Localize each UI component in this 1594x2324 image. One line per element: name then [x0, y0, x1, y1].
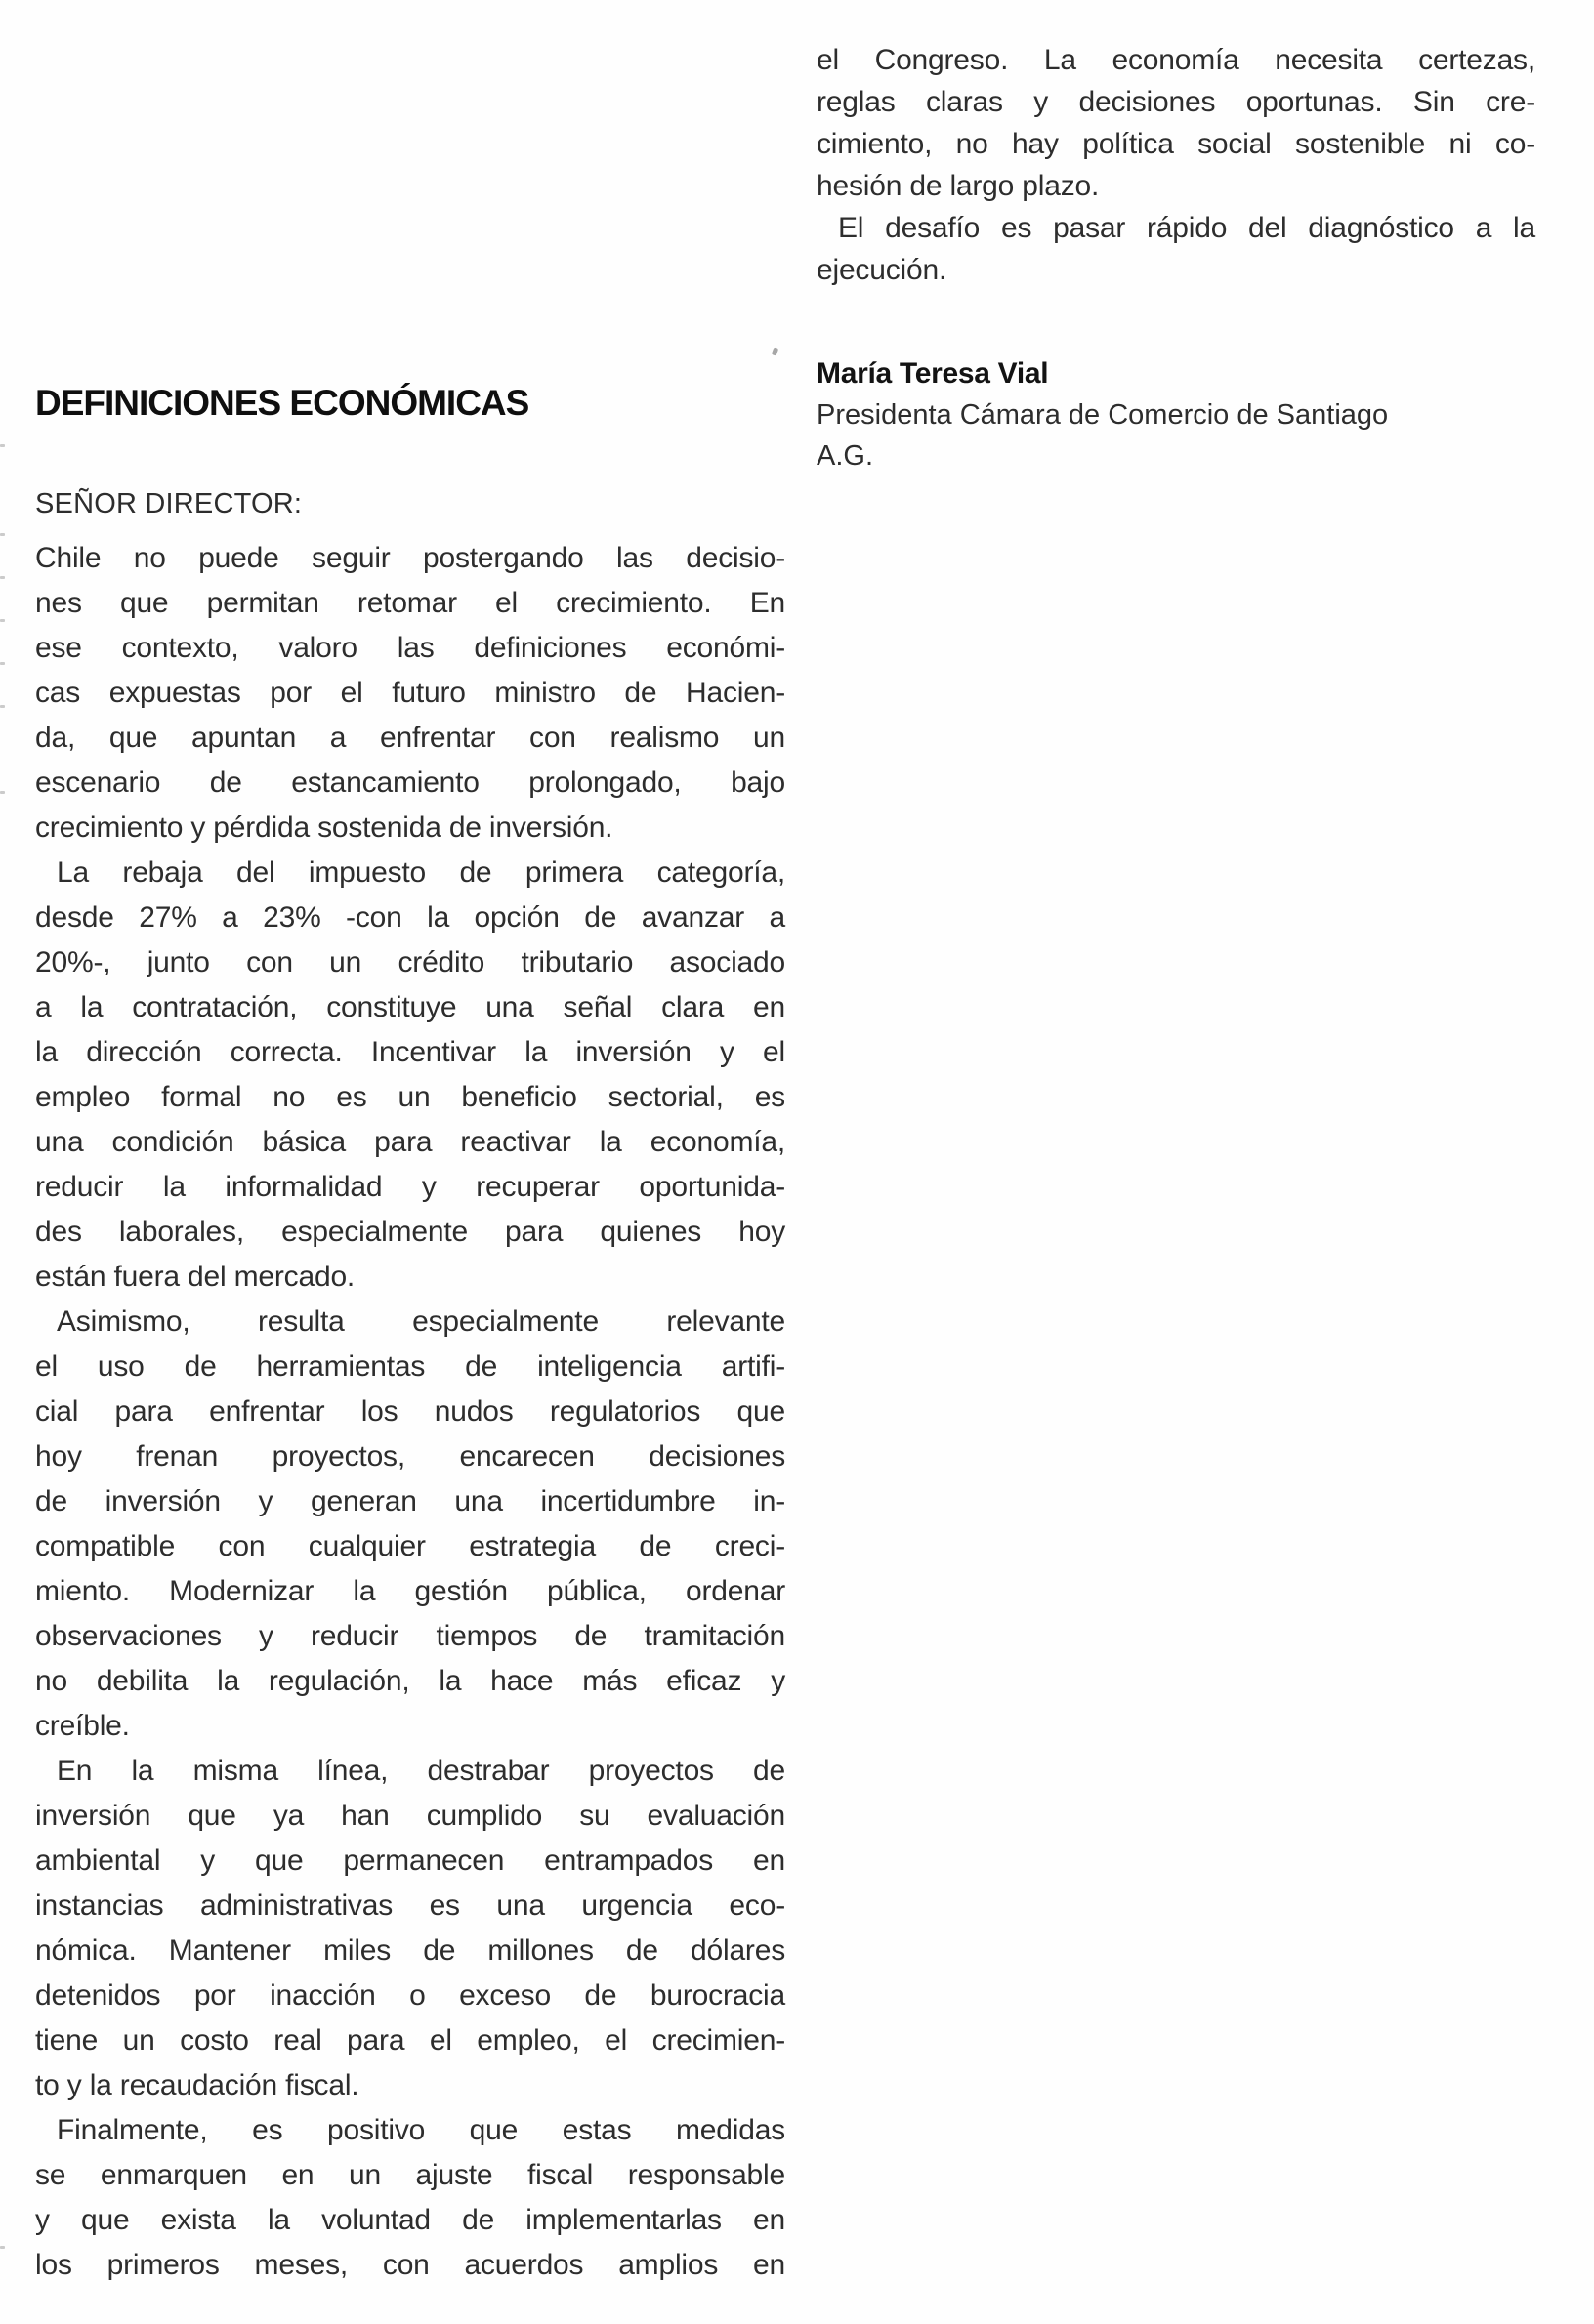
- body-line: cimiento, no hay política social sostenible ni co-: [817, 128, 1535, 160]
- letter-headline: DEFINICIONES ECONÓMICAS: [35, 383, 529, 423]
- body-line: inversión que ya han cumplido su evaluación: [35, 1800, 785, 1832]
- body-line: El desafío es pasar rápido del diagnóstico a la: [838, 212, 1535, 244]
- edge-scan-mark: [0, 576, 5, 579]
- body-line: observaciones y reducir tiempos de tramitación: [35, 1620, 785, 1652]
- body-line: hoy frenan proyectos, encarecen decisiones: [35, 1440, 785, 1473]
- body-line: no debilita la regulación, la hace más eficaz y: [35, 1665, 785, 1697]
- body-line: Finalmente, es positivo que estas medidas: [57, 2114, 785, 2146]
- body-line: nómica. Mantener miles de millones de dólares: [35, 1934, 785, 1967]
- body-line: están fuera del mercado.: [35, 1261, 356, 1293]
- body-line: Chile no puede seguir postergando las decisio-: [35, 542, 785, 574]
- body-line: a la contratación, constituye una señal clara en: [35, 991, 785, 1023]
- body-line: 20%-, junto con un crédito tributario asociado: [35, 946, 785, 978]
- body-line: hesión de largo plazo.: [817, 170, 1100, 202]
- body-line: el uso de herramientas de inteligencia artifi-: [35, 1350, 785, 1383]
- edge-scan-mark: [0, 619, 5, 622]
- body-line: ambiental y que permanecen entrampados en: [35, 1845, 785, 1877]
- body-line: La rebaja del impuesto de primera categoría,: [57, 856, 785, 889]
- body-line: nes que permitan retomar el crecimiento. En: [35, 587, 785, 619]
- letter-body-left: [35, 536, 785, 2288]
- signature-name: María Teresa Vial: [817, 357, 1049, 390]
- body-line: desde 27% a 23% -con la opción de avanzar a: [35, 901, 785, 934]
- signature-block: [817, 353, 1535, 477]
- body-line: los primeros meses, con acuerdos amplios en: [35, 2249, 785, 2281]
- body-line: reducir la informalidad y recuperar oportunida-: [35, 1171, 785, 1203]
- body-line: Asimismo, resulta especialmente relevante: [57, 1306, 785, 1338]
- body-line: una condición básica para reactivar la economía,: [35, 1126, 785, 1158]
- body-line: cial para enfrentar los nudos regulatorios que: [35, 1395, 785, 1428]
- edge-scan-mark: [0, 533, 5, 536]
- body-line: tiene un costo real para el empleo, el crecimien-: [35, 2024, 785, 2056]
- body-line: de inversión y generan una incertidumbre in-: [35, 1485, 785, 1517]
- signature-title-line1: Presidenta Cámara de Comercio de Santiago: [817, 399, 1389, 431]
- body-line: se enmarquen en un ajuste fiscal responsable: [35, 2159, 785, 2191]
- body-line: crecimiento y pérdida sostenida de inversión.: [35, 811, 613, 844]
- edge-scan-mark: [0, 444, 5, 447]
- body-line: ejecución.: [817, 254, 947, 286]
- body-line: escenario de estancamiento prolongado, bajo: [35, 767, 785, 799]
- right-column: [817, 39, 1535, 477]
- edge-scan-mark: [0, 2246, 5, 2249]
- letter-body-right: [817, 39, 1535, 291]
- body-line: instancias administrativas es una urgencia eco-: [35, 1889, 785, 1922]
- body-line: creíble.: [35, 1710, 130, 1742]
- body-line: reglas claras y decisiones oportunas. Sin cre-: [817, 86, 1535, 118]
- body-line: compatible con cualquier estrategia de creci-: [35, 1530, 785, 1562]
- body-line: des laborales, especialmente para quienes hoy: [35, 1216, 785, 1248]
- body-line: y que exista la voluntad de implementarlas en: [35, 2204, 785, 2236]
- signature-title-line2: A.G.: [817, 440, 874, 472]
- left-column: [35, 384, 785, 2288]
- body-line: En la misma línea, destrabar proyectos de: [57, 1755, 785, 1787]
- body-line: to y la recaudación fiscal.: [35, 2069, 359, 2101]
- body-line: miento. Modernizar la gestión pública, ordenar: [35, 1575, 785, 1607]
- body-line: el Congreso. La economía necesita certezas,: [817, 44, 1535, 76]
- body-line: cas expuestas por el futuro ministro de Hacien-: [35, 677, 785, 709]
- body-line: la dirección correcta. Incentivar la inversión y el: [35, 1036, 785, 1068]
- body-line: detenidos por inacción o exceso de burocracia: [35, 1979, 785, 2012]
- edge-scan-mark: [0, 662, 5, 665]
- salutation: SEÑOR DIRECTOR:: [35, 488, 303, 519]
- body-line: empleo formal no es un beneficio sectorial, es: [35, 1081, 785, 1113]
- body-line: da, que apuntan a enfrentar con realismo un: [35, 722, 785, 754]
- body-line: ese contexto, valoro las definiciones económi-: [35, 632, 785, 664]
- edge-scan-mark: [0, 791, 5, 794]
- ink-speck: [772, 347, 778, 355]
- edge-scan-mark: [0, 705, 5, 708]
